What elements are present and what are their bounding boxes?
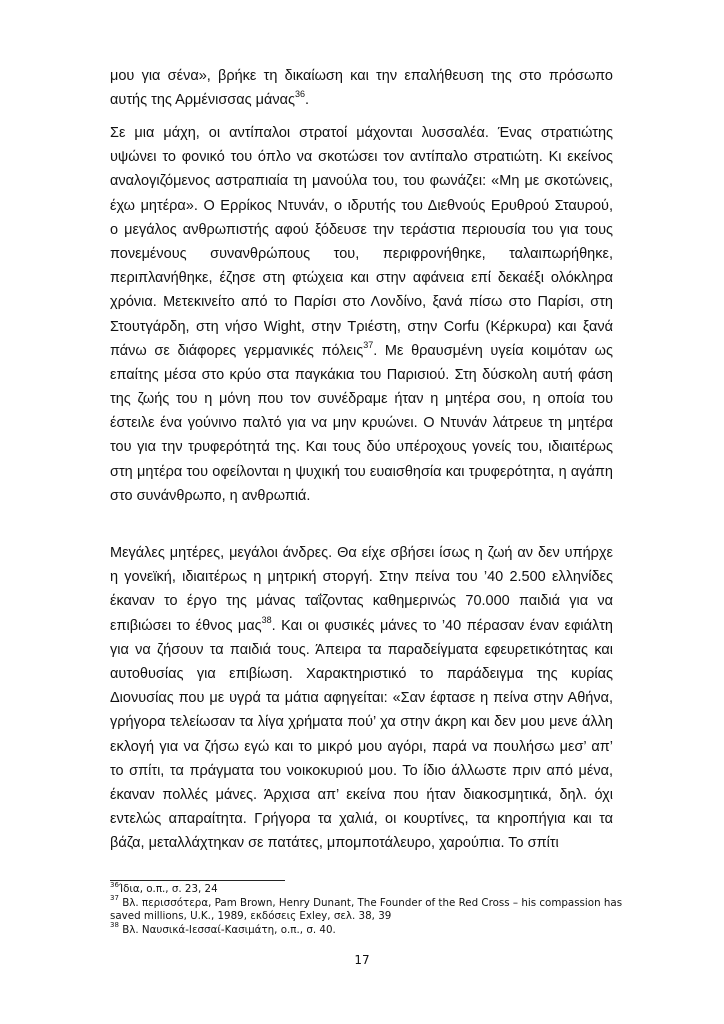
footnote-ref: 38: [261, 614, 272, 625]
text-line: [110, 759, 613, 783]
text-line: [110, 735, 613, 759]
text-line: [110, 121, 613, 145]
text-run: γρήγορα τελείωσαν τα λίγα χρήματα πού’ χα στην άκρη και δεν μου μενε άλλη: [110, 714, 613, 731]
footnote-line: [110, 910, 630, 924]
text-line: [110, 194, 613, 218]
text-run: saved millions, U.K., 1989, εκδόσεις Exley, σελ. 38, 39: [110, 910, 392, 922]
text-line: [110, 145, 613, 169]
text-run: Ίδια, ο.π., σ. 23, 24: [118, 883, 218, 895]
text-line: [110, 662, 613, 686]
text-line: [110, 290, 613, 314]
text-line: [110, 460, 613, 484]
footnote-ref: 37: [110, 894, 119, 903]
text-run: Βλ. περισσότερα, Pam Brown, Henry Dunant, The Founder of the Red Cross – his compassion has: [118, 896, 623, 909]
footnotes: [110, 880, 630, 937]
footnote-line: [110, 921, 630, 938]
footnote-ref: 38: [110, 921, 119, 930]
text-line: [110, 638, 613, 662]
text-run: Στουτγάρδη, στη νήσο Wight, στην Τριέστη, στην Corfu (Κέρκυρα) και ξανά: [110, 318, 613, 335]
text-line: [110, 614, 613, 638]
text-line: [110, 387, 613, 411]
footnote-ref: 37: [363, 339, 374, 350]
text-line: [110, 88, 613, 112]
text-run: υψώνει το φονικό του όπλο να σκοτώσει τον αντίπαλο στρατιώτη. Κι εκείνος: [110, 149, 613, 166]
text-run: αυτοθυσίας για επιβίωση. Χαρακτηριστικό το παράδειγμα της κυρίας: [110, 665, 613, 682]
text-line: [110, 435, 613, 459]
text-line: [110, 710, 613, 734]
text-run: έκαναν το έργο της μάνας ταΐζοντας καθημερινώς 70.000 παιδιά για να: [110, 593, 613, 610]
text-run: της ζωής του η μόνη που τον συνέδραμε ήταν η μητέρα σου, η οποία του: [110, 391, 613, 408]
text-run: Διονυσίας που με υγρά τα μάτια αφηγείται: «Σαν έφτασε η πείνα στην Αθήνα,: [110, 690, 613, 707]
footnote-ref: 36: [295, 89, 306, 100]
text-line: [110, 64, 613, 88]
page-number: 17: [354, 953, 370, 967]
text-run: έστειλε ένα γούνινο παλτό για να μην κρυώνει. Ο Ντυνάν λάτρευε τη μητέρα: [110, 415, 613, 432]
text-run: Βλ. Ναυσικά-Ιεσσαί-Κασιμάτη, ο.π., σ. 40.: [118, 923, 336, 936]
text-line: [110, 218, 613, 242]
text-line: [110, 266, 613, 290]
text-run: περιπλανήθηκε, έζησε στη φτώχεια και στην αφάνεια επί δεκαέξι ολόκληρα: [110, 270, 613, 287]
text-line: [110, 541, 613, 565]
text-run: αυτής της Αρμένισσας μάνας: [110, 92, 295, 109]
text-run: ο μεγάλος ανθρωπιστής αφού ξόδευσε την τεράστια περιουσία του για τους: [110, 221, 613, 238]
text-run: πάνω σε διάφορες γερμανικές πόλεις: [110, 342, 364, 359]
text-line: [110, 807, 613, 831]
text-run: επαίτης μέσα στο κρύο στα παγκάκια του Παρισιού. Στη δύσκολη αυτή φάση: [110, 366, 613, 383]
paragraph: [110, 541, 613, 855]
text-run: χρόνια. Μετεκινείτο από το Παρίσι στο Λονδίνο, ξανά πίσω στο Παρίσι, στη: [110, 294, 613, 311]
footnote-separator: [110, 880, 285, 881]
text-line: [110, 315, 613, 339]
text-run: έκαναν πολλές μάνες. Άρχισα απ’ εκείνα που ήταν διακοσμητικά, δηλ. όχι: [110, 786, 613, 803]
text-run: βάζα, μεταλλάχτηκαν σε πατάτες, μπομποτάλευρο, χαρούπια. Το σπίτι: [110, 835, 559, 852]
footnote-line: [110, 894, 630, 911]
text-line: [110, 339, 613, 363]
text-line: [110, 831, 613, 855]
footnote-ref: 36: [110, 880, 119, 889]
text-line: [110, 783, 613, 807]
text-line: [110, 565, 613, 589]
text-run: μου για σένα», βρήκε τη δικαίωση και την επαλήθευση της στο πρόσωπο: [110, 68, 613, 84]
text-run: Σε μια μάχη, οι αντίπαλοι στρατοί μάχονται λυσσαλέα. Ένας στρατιώτης: [110, 125, 613, 141]
text-line: [110, 589, 613, 613]
text-run: επιβιώσει το έθνος μας: [110, 617, 262, 634]
text-run: εκλογή για να ζήσω εγώ και το μικρό μου αγόρι, παρά να πουλήσω μεσ’ απ’: [110, 738, 613, 755]
text-line: [110, 484, 613, 508]
text-run: για να ζήσουν τα παιδιά τους. Άπειρα τα παραδείγματα εφευρετικότητας και: [110, 641, 613, 658]
text-run: .: [305, 92, 310, 109]
text-run: Μεγάλες μητέρες, μεγάλοι άνδρες. Θα είχε σβήσει ίσως η ζωή αν δεν υπήρχε: [110, 545, 613, 561]
text-run: εντελώς απαραίτητα. Γρήγορα τα χαλιά, οι κουρτίνες, τα κηροπήγια και τα: [110, 811, 613, 828]
text-line: [110, 686, 613, 710]
text-line: [110, 242, 613, 266]
text-run: στο συνάνθρωπο, η ανθρωπιά.: [110, 487, 311, 504]
text-run: του για την τρυφερότητά της. Και τους δύο υπέροχους γονείς του, ιδιαιτέρως: [110, 439, 613, 456]
text-run: πονεμένους συνανθρώπους του, περιφρονήθηκε, ταλαιπωρήθηκε,: [110, 245, 613, 262]
text-run: αναλογιζόμενος αστραπιαία τη μανούλα του, του φωνάζει: «Μη με σκοτώνεις,: [110, 173, 613, 190]
text-line: [110, 363, 613, 387]
text-run: η γονεϊκή, ιδιαιτέρως η μητρική στοργή. Στην πείνα του ’40 2.500 ελληνίδες: [110, 569, 613, 586]
text-run: . Και οι φυσικές μάνες το ’40 πέρασαν έναν εφιάλτη: [271, 617, 613, 634]
text-run: στη μητέρα του οφείλονται η ψυχική του ευαισθησία και τρυφερότητα, η αγάπη: [110, 463, 613, 480]
paragraph: [110, 64, 613, 112]
text-run: το σπίτι, τα πράγματα του νοικοκυριού μου. Το ίδιο άλλωστε πριν από μένα,: [110, 762, 613, 779]
paragraph: [110, 121, 613, 508]
text-line: [110, 169, 613, 193]
text-run: έχω μητέρα». Ο Ερρίκος Ντυνάν, ο ιδρυτής του Διεθνούς Ερυθρού Σταυρού,: [110, 197, 613, 214]
text-line: [110, 411, 613, 435]
text-run: . Με θραυσμένη υγεία κοιμόταν ως: [373, 342, 613, 359]
footnote-line: [110, 880, 630, 897]
